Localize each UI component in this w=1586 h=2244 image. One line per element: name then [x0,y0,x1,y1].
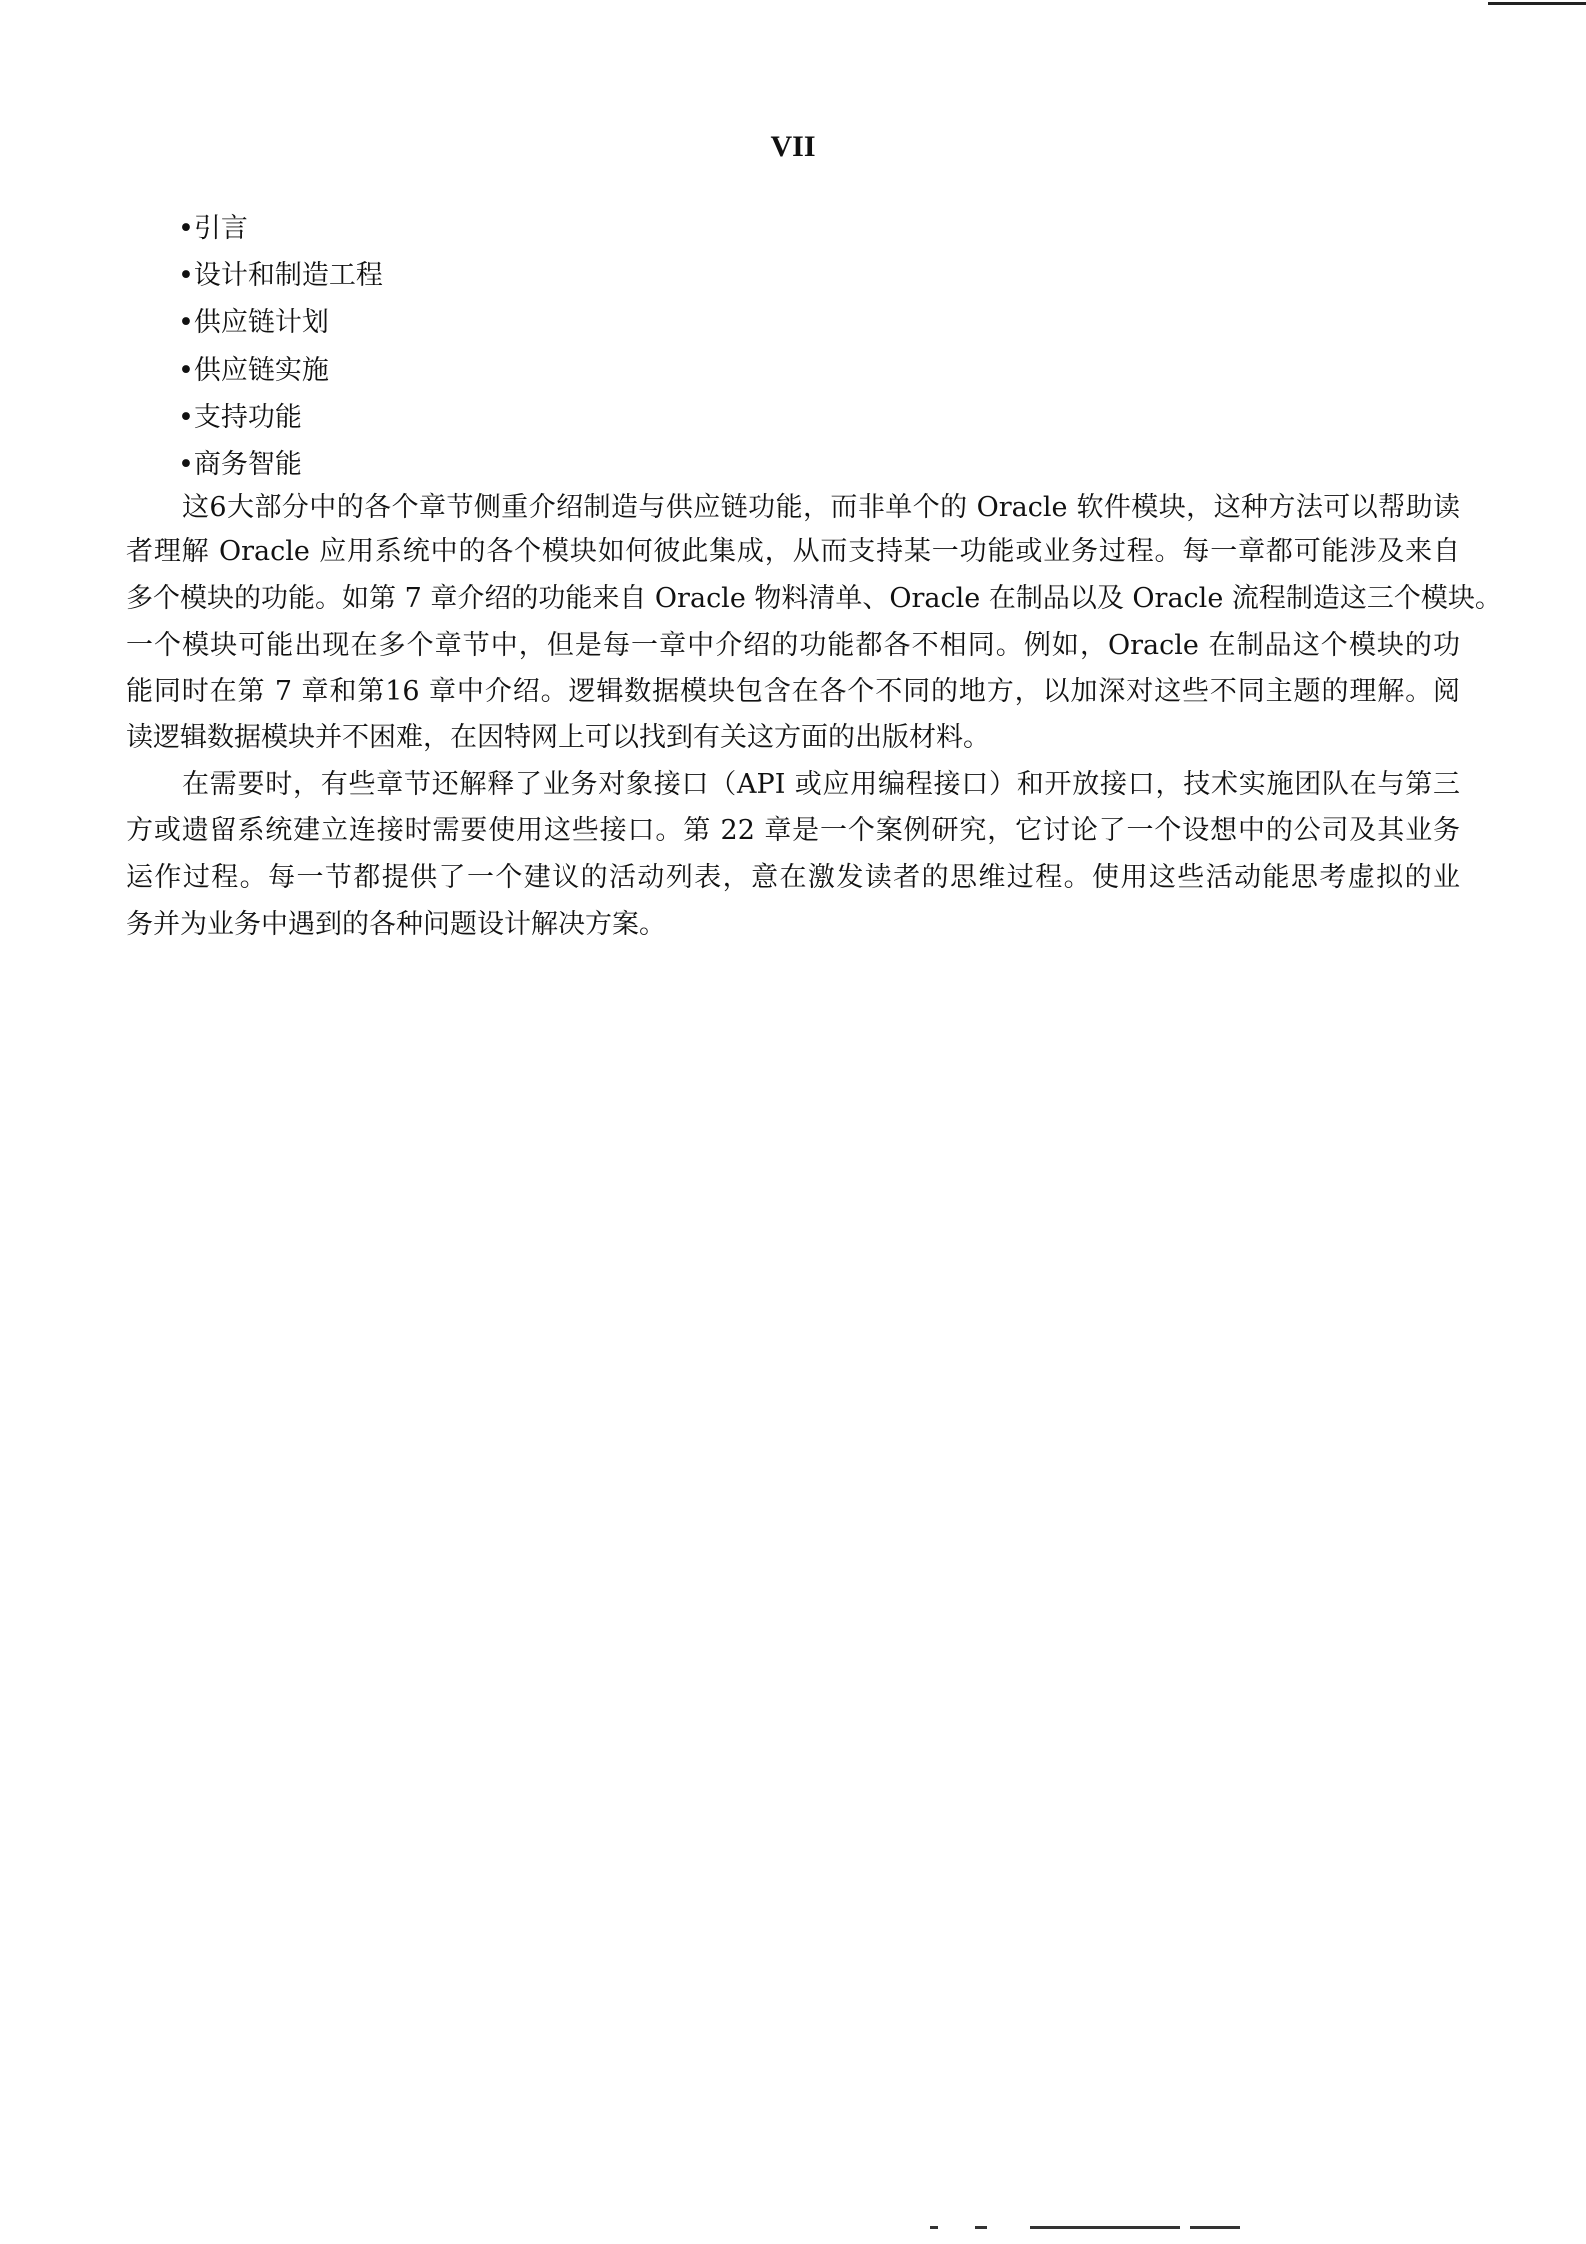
text-line: 读逻辑数据模块并不困难，在因特网上可以找到有关这方面的出版材料。 [126,722,990,753]
scan-artifact [930,2226,938,2229]
text-line: 这6大部分中的各个章节侧重介绍制造与供应链功能，而非单个的 Oracle 软件模块，这种方法可以帮助读 [182,492,1460,523]
text-line: 务并为业务中遇到的各种问题设计解决方案。 [126,909,666,940]
list-item: •引言 [178,213,248,244]
scan-edge-mark [1488,2,1586,5]
page-number: VII [770,130,816,163]
scan-artifact [1190,2226,1240,2229]
text-line: 在需要时，有些章节还解释了业务对象接口（API 或应用编程接口）和开放接口，技术实施团队在与第三 [182,769,1460,800]
text-line: 一个模块可能出现在多个章节中，但是每一章中介绍的功能都各不相同。例如，Oracle 在制品这个模块的功 [126,630,1460,661]
text-line: 多个模块的功能。如第 7 章介绍的功能来自 Oracle 物料清单、Oracle 在制品以及 Oracle 流程制造这三个模块。 [126,583,1502,614]
text-line: 方或遗留系统建立连接时需要使用这些接口。第 22 章是一个案例研究，它讨论了一个设想中的公司及其业务 [126,815,1460,846]
list-item: •支持功能 [178,402,302,433]
list-item: •商务智能 [178,449,302,480]
list-item: •供应链实施 [178,355,329,386]
text-line: 者理解 Oracle 应用系统中的各个模块如何彼此集成，从而支持某一功能或业务过程。每一章都可能涉及来自 [126,536,1460,567]
list-item: •设计和制造工程 [178,260,383,291]
text-line: 能同时在第 7 章和第16 章中介绍。逻辑数据模块包含在各个不同的地方，以加深对这些不同主题的理解。阅 [126,676,1460,707]
list-item: •供应链计划 [178,307,329,338]
scan-artifact [1030,2226,1180,2229]
text-line: 运作过程。每一节都提供了一个建议的活动列表，意在激发读者的思维过程。使用这些活动能思考虚拟的业 [126,862,1460,893]
scan-artifact [975,2226,987,2229]
